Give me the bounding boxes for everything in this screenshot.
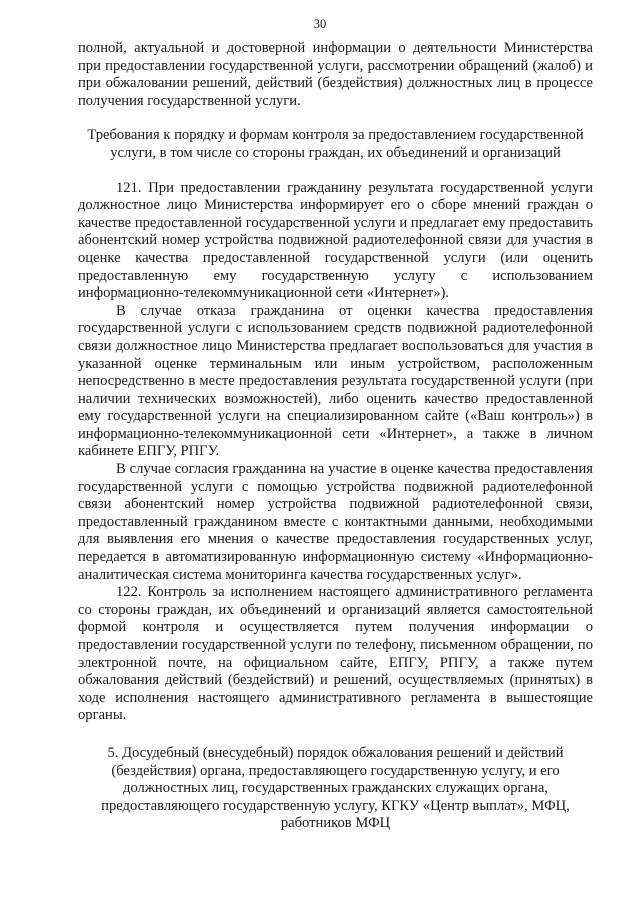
page-number: 30	[313, 17, 327, 31]
control-requirements-heading: Требования к порядку и формам контроля за предоставлением государственной услуги, в том числе со стороны граждан, их объединений и организаций	[87, 127, 584, 161]
paragraph-121: 121. При предоставлении гражданину результата государственной услуги должностное лицо Министерства информирует его о сборе мнений граждан о качестве предоставленной государственной услуги и предлагает ему предоставить абонентский номер устройства подвижной радиотелефонной связи для участия в оценке качества предоставленной государственной услуги (или оценить предоставленную ему государственную услугу с использованием информационно-телекоммуникационной сети «Интернет»).	[78, 179, 593, 302]
paragraph-122: 122. Контроль за исполнением настоящего административного регламента со стороны граждан, их объединений и организаций является самостоятельной формой контроля и осуществляется путем получения информации о предоставлении государственной услуги по телефону, письменном обращении, по электронной почте, на официальном сайте, ЕПГУ, РПГУ, а также путем обжалования действий (бездействий) и решений, осуществляемых (принятых) в ходе исполнения настоящего административного регламента в вышестоящие органы.	[78, 584, 593, 724]
paragraph-refusal: В случае отказа гражданина от оценки качества предоставления государственной услуги с использованием средств подвижной радиотелефонной связи должностное лицо Министерства предлагает воспользоваться для участия в указанной оценке терминальным или иным устройством, расположенным непосредственно в месте предоставления результата государственной услуги (при наличии технических возможностей), либо оценить качество предоставленной ему государственной услуги на специализированном сайте («Ваш контроль») в информационно-телекоммуникационной сети «Интернет», а также в личном кабинете ЕПГУ, РПГУ.	[78, 302, 593, 460]
paragraph-consent: В случае согласия гражданина на участие в оценке качества предоставления государственной услуги с помощью устройства подвижной радиотелефонной связи абонентский номер устройства подвижной радиотелефонной связи, предоставленный гражданином вместе с контактными данными, необходимыми для выявления его мнения о качестве предоставления государственных услуг, передается в автоматизированную информационную систему «Информационно-аналитическая система мониторинга качества государственных услуг».	[78, 461, 593, 583]
section-5-heading: 5. Досудебный (внесудебный) порядок обжалования решений и действий (бездействия) органа, предоставляющего государственную услугу, и его должностных лиц, государственных гражданских служащих органа, предоставляющего государственную услугу, КГКУ «Центр выплат», МФЦ, работников МФЦ	[101, 744, 570, 832]
document-body	[78, 40, 593, 833]
intro-paragraph: полной, актуальной и достоверной информации о деятельности Министерства при предоставлении государственной услуги, рассмотрении обращений (жалоб) и при обжаловании решений, действий (бездействия) должностных лиц в процессе получения государственной услуги.	[78, 40, 593, 109]
